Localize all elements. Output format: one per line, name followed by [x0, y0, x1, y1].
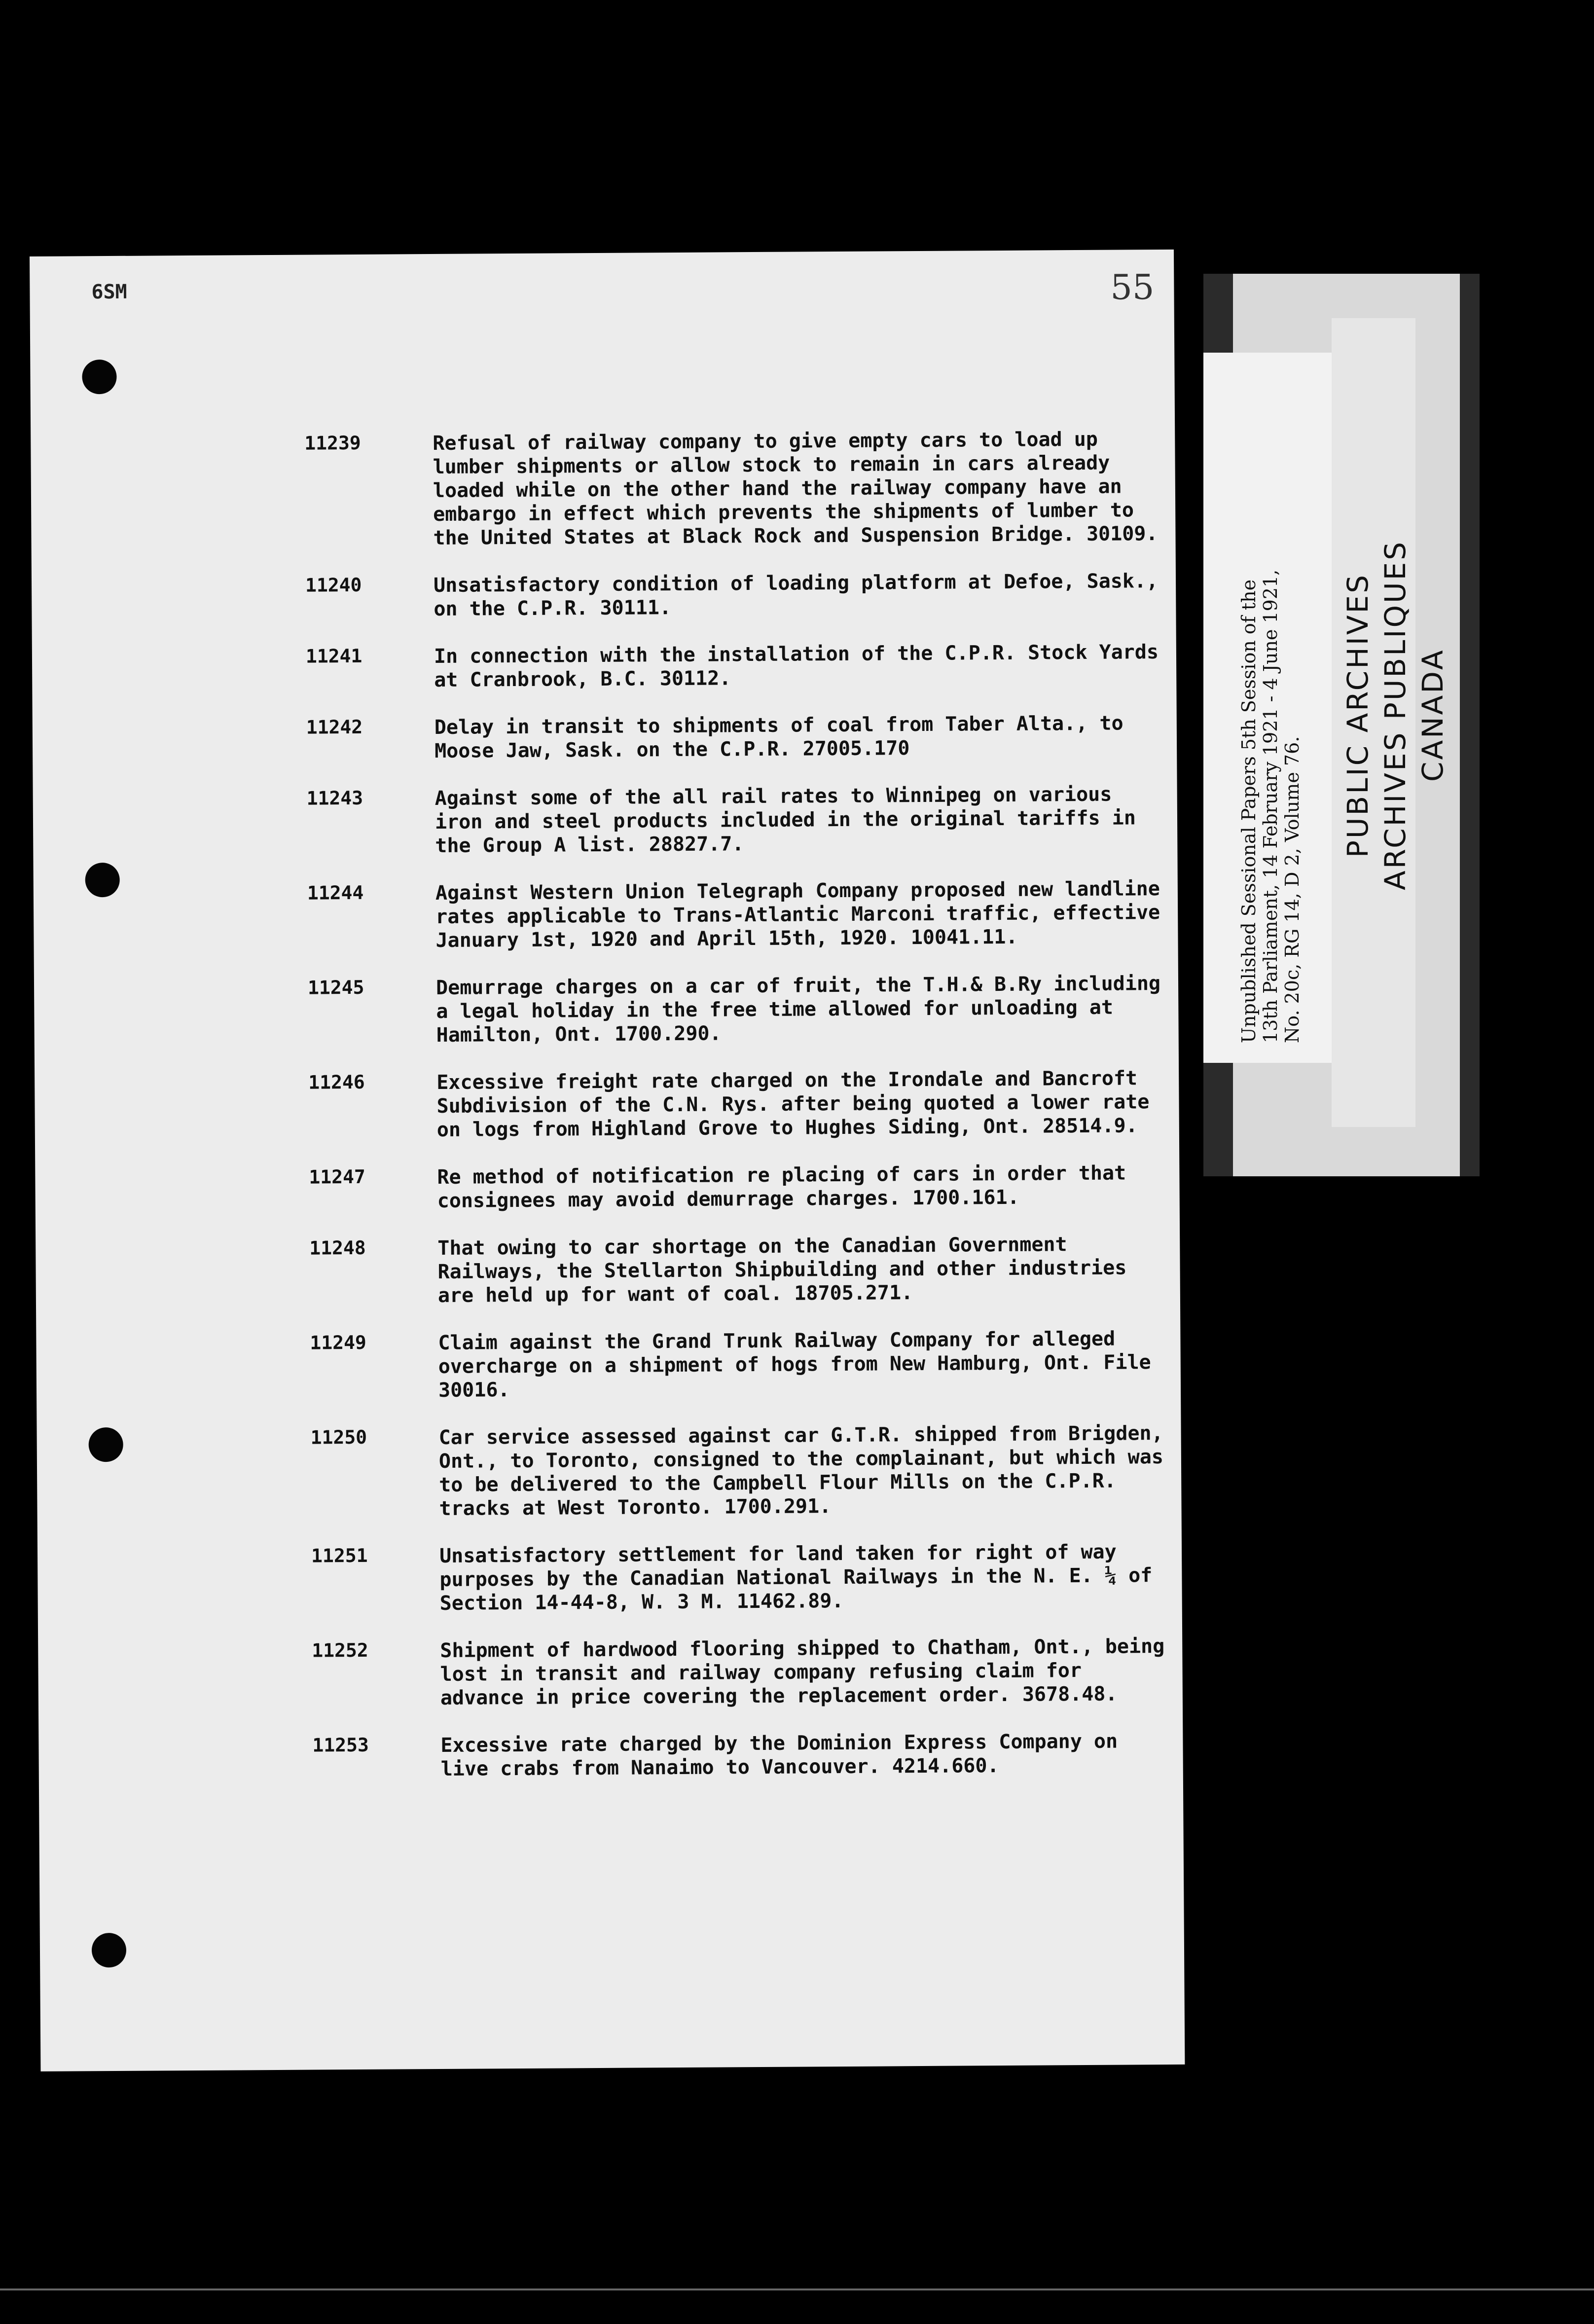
entry-text: Against Western Union Telegraph Company proposed new landline rates applicable to Trans-Atlantic Marconi traffic, effective January 1st, 1920 and April 15th, 1920. 10041.11. — [435, 877, 1172, 952]
archive-info-line: Unpublished Sessional Papers 5th Session of the — [1238, 579, 1260, 1043]
entry-list — [304, 427, 1177, 1806]
entry-text: Shipment of hardwood flooring shipped to Chatham, Ont., being lost in transit and railway company refusing claim for advance in price covering the replacement order. 3678.48. — [440, 1634, 1177, 1709]
list-item — [309, 1232, 1170, 1308]
entry-text: Unsatisfactory settlement for land taken for right of way purposes by the Canadian National Railways in the N. E. ¼ of Section 14-44-8, W. 3 M. 11462.89. — [439, 1540, 1164, 1615]
list-item — [305, 569, 1170, 622]
list-item — [304, 427, 1165, 551]
list-item — [312, 1729, 1173, 1782]
entry-text: That owing to car shortage on the Canadian Government Railways, the Stellarton Shipbuilding and other industries are held up for want of coal. 18705.271. — [437, 1233, 1139, 1307]
list-item — [311, 1540, 1172, 1616]
entry-number: 11242 — [306, 716, 363, 738]
entry-text: In connection with the installation of the C.P.R. Stock Yards at Cranbrook, B.C. 30112. — [434, 640, 1171, 692]
entry-number: 11244 — [307, 881, 364, 904]
entry-number: 11253 — [312, 1734, 369, 1756]
entry-text: Excessive freight rate charged on the Irondale and Bancroft Subdivision of the C.N. Rys. after being quoted a lower rate on logs from Highland Grove to Hughes Siding, Ont. 28514.9. — [436, 1067, 1161, 1141]
entry-number: 11248 — [309, 1236, 366, 1259]
entry-number: 11239 — [304, 432, 361, 454]
entry-number: 11250 — [310, 1426, 367, 1449]
scan-edge-line — [0, 2288, 1594, 2290]
entry-number: 11247 — [309, 1165, 365, 1188]
entry-text: Re method of notification re placing of cars in order that consignees may avoid demurrage charges. 1700.161. — [437, 1162, 1138, 1212]
document-code: 6SM — [91, 280, 127, 304]
entry-number: 11243 — [306, 787, 363, 809]
entry-text: Delay in transit to shipments of coal from Taber Alta., to Moose Jaw, Sask. on the C.P.R. 27005.170 — [434, 712, 1135, 763]
document-page — [30, 250, 1185, 2071]
list-item — [306, 782, 1168, 859]
list-item — [307, 877, 1172, 953]
punch-hole — [85, 863, 120, 897]
entry-number: 11252 — [312, 1639, 368, 1662]
archive-stamp-line: ARCHIVES PUBLIQUES — [1378, 540, 1412, 891]
list-item — [310, 1421, 1176, 1522]
entry-number: 11251 — [311, 1544, 368, 1567]
list-item — [306, 711, 1167, 764]
entry-text: Refusal of railway company to give empty cars to load up lumber shipments or allow stock to remain in cars already loaded while on the other hand the railway company have an embargo in effect which prevents the shipments of lumber to the United States at Black Rock and Suspension Bridge. 30109. — [433, 428, 1158, 550]
punch-hole — [89, 1427, 123, 1462]
entry-number: 11249 — [310, 1331, 366, 1354]
list-item — [312, 1327, 1171, 1403]
list-item — [312, 1634, 1177, 1711]
entry-text: Against some of the all rail rates to Winnipeg on various iron and steel products included in the original tariffs in the Group A list. 28827.7. — [435, 783, 1148, 857]
archive-stamp — [1339, 493, 1451, 937]
list-item — [305, 640, 1171, 693]
list-item — [311, 1161, 1170, 1214]
entry-text: Demurrage charges on a car of fruit, the T.H.& B.Ry including a legal holiday in the free time allowed for unloading at Hamilton, Ont. 1700.290. — [435, 972, 1173, 1047]
punch-hole — [92, 1933, 126, 1967]
page-number: 55 — [1110, 267, 1155, 308]
entry-number: 11245 — [307, 976, 364, 999]
archive-info-line: 13th Parliament, 14 February 1921 - 4 June 1921, — [1260, 569, 1281, 1043]
archive-info-text — [1238, 451, 1303, 1043]
entry-number: 11240 — [305, 574, 362, 596]
entry-text: Excessive rate charged by the Dominion Express Company on live crabs from Nanaimo to Vancouver. 4214.660. — [440, 1730, 1130, 1780]
entry-text: Claim against the Grand Trunk Railway Company for alleged overcharge on a shipment of hogs from New Hamburg, Ont. File 30016. — [438, 1327, 1163, 1402]
entry-number: 11246 — [308, 1071, 365, 1093]
archive-info-line: No. 20c, RG 14, D 2, Volume 76. — [1281, 736, 1303, 1043]
entry-number: 11241 — [305, 645, 362, 667]
entry-text: Car service assessed against car G.T.R. shipped from Brigden, Ont., to Toronto, consigned to the complainant, but which was to be delivered to the Campbell Flour Mills on the C.P.R. tracks at West Toronto. 1700.291. — [438, 1421, 1176, 1520]
list-item — [307, 972, 1173, 1048]
archive-stamp-line: CANADA — [1416, 648, 1449, 782]
archive-stamp-line: PUBLIC ARCHIVES — [1341, 573, 1375, 858]
punch-hole — [82, 360, 116, 394]
list-item — [308, 1066, 1169, 1143]
entry-text: Unsatisfactory condition of loading platform at Defoe, Sask., on the C.P.R. 30111. — [433, 569, 1170, 621]
